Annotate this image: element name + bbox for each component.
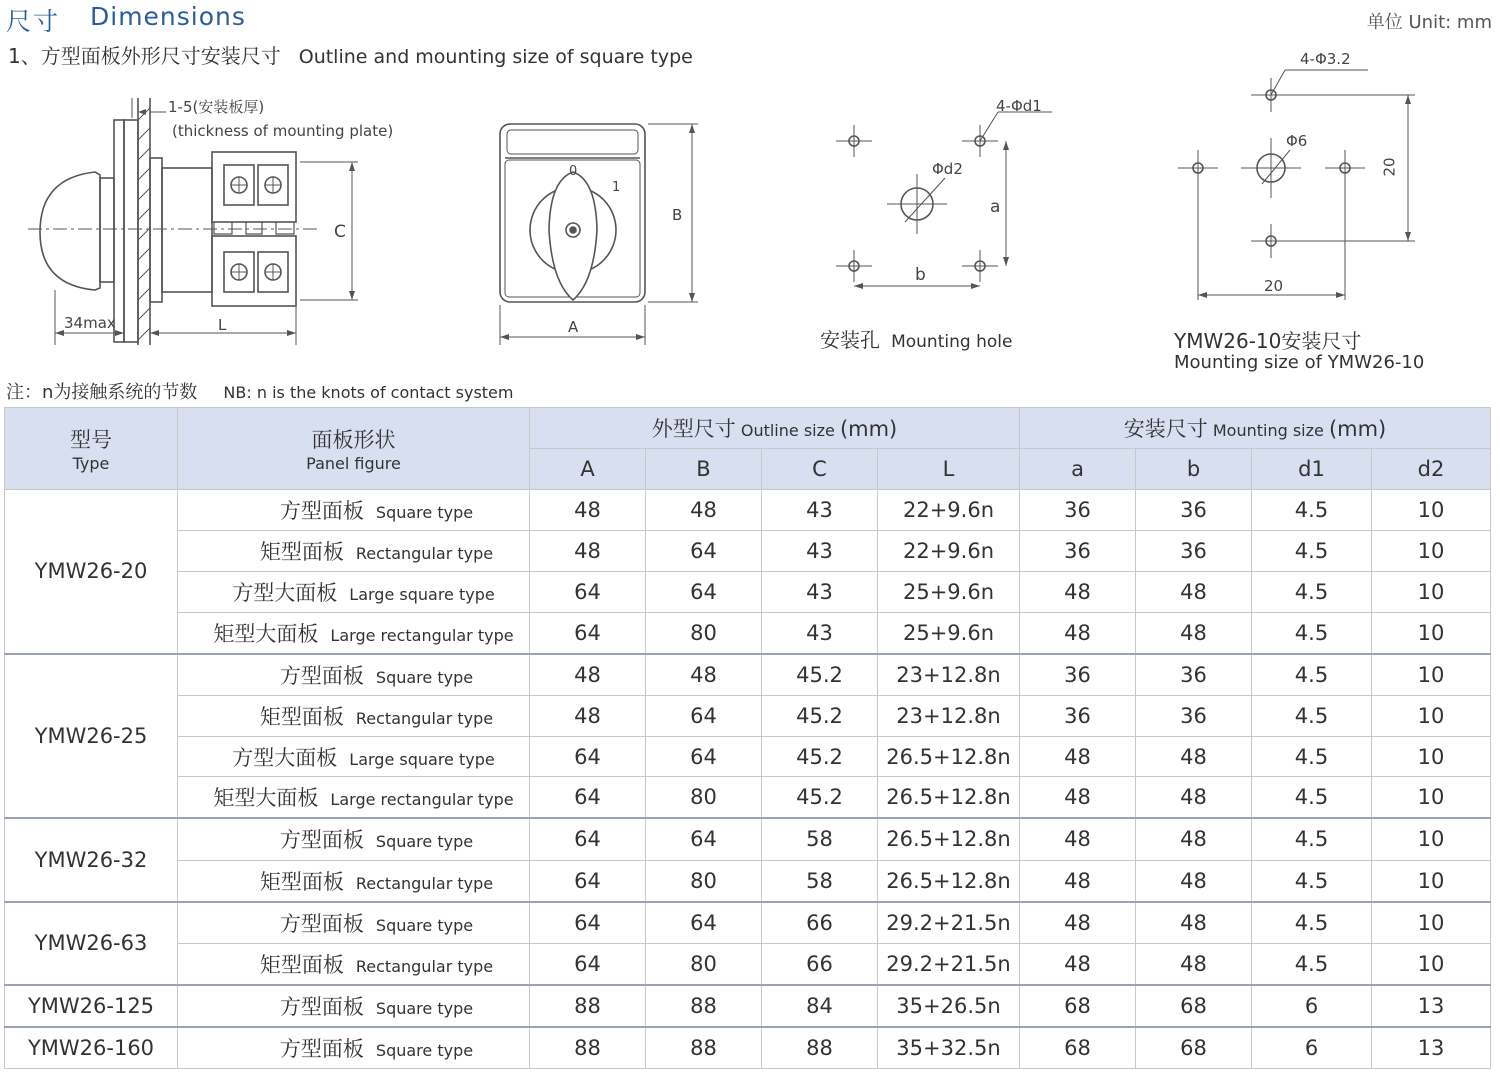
panel-name-en: Square type bbox=[375, 667, 474, 687]
value-cell: 10 bbox=[1372, 695, 1491, 736]
value-cell: 48 bbox=[1020, 736, 1136, 777]
col-header: d1 bbox=[1252, 449, 1372, 490]
panel-name-en: Large square type bbox=[349, 749, 495, 769]
dimension-l-label: L bbox=[218, 316, 227, 334]
panel-name-en: Square type bbox=[375, 832, 474, 852]
value-cell: 48 bbox=[1020, 571, 1136, 612]
value-cell: 66 bbox=[762, 943, 878, 985]
value-cell: 88 bbox=[646, 1027, 762, 1069]
value-cell: 26.5+12.8n bbox=[878, 818, 1020, 860]
value-cell: 36 bbox=[1020, 530, 1136, 571]
value-cell: 64 bbox=[530, 902, 646, 944]
value-cell: 48 bbox=[1020, 860, 1136, 902]
mounting-hole-caption-cn: 安装孔 bbox=[820, 328, 880, 352]
ymw10-horizontal-dim: 20 bbox=[1264, 277, 1284, 295]
value-cell: 36 bbox=[1136, 490, 1252, 531]
value-cell: 22+9.6n bbox=[878, 530, 1020, 571]
type-cell: YMW26-125 bbox=[5, 985, 178, 1027]
type-cell: YMW26-32 bbox=[5, 818, 178, 901]
panel-cell bbox=[178, 943, 530, 985]
panel-cell bbox=[178, 571, 530, 612]
value-cell: 25+9.6n bbox=[878, 571, 1020, 612]
value-cell: 10 bbox=[1372, 943, 1491, 985]
table-row bbox=[5, 777, 1491, 819]
value-cell: 58 bbox=[762, 818, 878, 860]
value-cell: 64 bbox=[530, 736, 646, 777]
value-cell: 64 bbox=[530, 571, 646, 612]
table-row bbox=[5, 818, 1491, 860]
panel-name-en: Rectangular type bbox=[355, 708, 494, 728]
panel-name-cn: 矩型大面板 bbox=[213, 621, 319, 646]
mounting-hole-caption-en: Mounting hole bbox=[891, 332, 1013, 352]
value-cell: 64 bbox=[530, 777, 646, 819]
mounting-hole-caption bbox=[820, 324, 1012, 353]
ymw10-center-label: Φ6 bbox=[1286, 132, 1308, 150]
dimension-a-label: A bbox=[568, 318, 579, 336]
panel-name-cn: 矩型大面板 bbox=[213, 786, 319, 811]
panel-cell bbox=[178, 902, 530, 944]
value-cell: 48 bbox=[1136, 612, 1252, 654]
col-header: b bbox=[1136, 449, 1252, 490]
panel-cell bbox=[178, 530, 530, 571]
ymw10-holes-label: 4-Φ3.2 bbox=[1300, 50, 1351, 68]
value-cell: 13 bbox=[1372, 1027, 1491, 1069]
value-cell: 58 bbox=[762, 860, 878, 902]
panel-cell bbox=[178, 612, 530, 654]
value-cell: 48 bbox=[1020, 777, 1136, 819]
front-view-drawing bbox=[500, 124, 698, 345]
subsection-title-cn: 1、方型面板外形尺寸安装尺寸 bbox=[8, 44, 281, 68]
table-row bbox=[5, 985, 1491, 1027]
value-cell: 13 bbox=[1372, 985, 1491, 1027]
value-cell: 48 bbox=[1136, 818, 1252, 860]
dimension-34max-label: 34max bbox=[64, 314, 116, 332]
header-outline-unit: (mm) bbox=[839, 417, 898, 441]
value-cell: 48 bbox=[530, 530, 646, 571]
header-type bbox=[5, 408, 178, 490]
value-cell: 48 bbox=[1020, 943, 1136, 985]
section-title-cn: 尺寸 bbox=[6, 7, 61, 36]
plate-thickness-label-en: (thickness of mounting plate) bbox=[172, 122, 394, 140]
value-cell: 48 bbox=[1136, 860, 1252, 902]
note-en: NB: n is the knots of contact system bbox=[223, 383, 514, 402]
panel-name-cn: 矩型面板 bbox=[259, 539, 344, 564]
value-cell: 26.5+12.8n bbox=[878, 860, 1020, 902]
col-header: C bbox=[762, 449, 878, 490]
panel-name-cn: 矩型面板 bbox=[259, 704, 344, 729]
note-cn: 注：n为接触系统的节数 bbox=[6, 382, 198, 403]
table-row bbox=[5, 571, 1491, 612]
value-cell: 48 bbox=[1136, 943, 1252, 985]
hole-a-label: a bbox=[990, 197, 1001, 217]
value-cell: 4.5 bbox=[1252, 902, 1372, 944]
panel-name-en: Rectangular type bbox=[355, 873, 494, 893]
value-cell: 4.5 bbox=[1252, 818, 1372, 860]
value-cell: 26.5+12.8n bbox=[878, 736, 1020, 777]
header-mounting-en: Mounting size bbox=[1212, 421, 1324, 440]
value-cell: 48 bbox=[1136, 571, 1252, 612]
value-cell: 22+9.6n bbox=[878, 490, 1020, 531]
table-row bbox=[5, 860, 1491, 902]
table-row bbox=[5, 654, 1491, 696]
panel-name-cn: 方型面板 bbox=[279, 911, 364, 936]
center-hole-d2-label: Φd2 bbox=[932, 160, 963, 178]
panel-name-en: Rectangular type bbox=[355, 543, 494, 563]
value-cell: 10 bbox=[1372, 818, 1491, 860]
value-cell: 35+26.5n bbox=[878, 985, 1020, 1027]
panel-name-en: Large square type bbox=[349, 584, 495, 604]
type-cell: YMW26-160 bbox=[5, 1027, 178, 1069]
panel-name-cn: 方型大面板 bbox=[232, 580, 338, 605]
note bbox=[6, 378, 513, 404]
panel-cell bbox=[178, 860, 530, 902]
panel-name-cn: 方型面板 bbox=[279, 1036, 364, 1061]
value-cell: 68 bbox=[1020, 985, 1136, 1027]
panel-name-cn: 矩型面板 bbox=[259, 869, 344, 894]
value-cell: 64 bbox=[646, 902, 762, 944]
value-cell: 64 bbox=[646, 571, 762, 612]
value-cell: 36 bbox=[1136, 530, 1252, 571]
header-type-en: Type bbox=[72, 454, 110, 473]
value-cell: 4.5 bbox=[1252, 612, 1372, 654]
header-outline-en: Outline size bbox=[740, 421, 835, 440]
header-type-cn: 型号 bbox=[70, 428, 112, 452]
panel-name-en: Square type bbox=[375, 998, 474, 1018]
table-row bbox=[5, 1027, 1491, 1069]
value-cell: 48 bbox=[646, 654, 762, 696]
header-mounting-cn: 安装尺寸 bbox=[1123, 417, 1208, 441]
value-cell: 43 bbox=[762, 571, 878, 612]
header-mounting-unit: (mm) bbox=[1328, 417, 1387, 441]
panel-cell bbox=[178, 695, 530, 736]
value-cell: 88 bbox=[530, 985, 646, 1027]
switch-position-1: 1 bbox=[612, 180, 621, 195]
panel-name-cn: 方型大面板 bbox=[232, 745, 338, 770]
value-cell: 64 bbox=[530, 943, 646, 985]
value-cell: 4.5 bbox=[1252, 490, 1372, 531]
value-cell: 43 bbox=[762, 490, 878, 531]
value-cell: 36 bbox=[1136, 654, 1252, 696]
type-cell: YMW26-20 bbox=[5, 490, 178, 654]
table-row bbox=[5, 695, 1491, 736]
panel-cell bbox=[178, 777, 530, 819]
dimension-b-label: B bbox=[672, 206, 683, 224]
panel-cell bbox=[178, 490, 530, 531]
value-cell: 23+12.8n bbox=[878, 695, 1020, 736]
value-cell: 4.5 bbox=[1252, 736, 1372, 777]
value-cell: 10 bbox=[1372, 860, 1491, 902]
table-row bbox=[5, 902, 1491, 944]
value-cell: 43 bbox=[762, 612, 878, 654]
value-cell: 48 bbox=[530, 490, 646, 531]
value-cell: 45.2 bbox=[762, 777, 878, 819]
panel-cell bbox=[178, 736, 530, 777]
dimensions-table bbox=[4, 407, 1491, 1069]
value-cell: 64 bbox=[530, 612, 646, 654]
panel-name-cn: 方型面板 bbox=[279, 663, 364, 688]
header-outline bbox=[530, 408, 1020, 449]
header-panel bbox=[178, 408, 530, 490]
value-cell: 68 bbox=[1136, 1027, 1252, 1069]
table-row bbox=[5, 490, 1491, 531]
col-header: B bbox=[646, 449, 762, 490]
ymw26-10-mounting-drawing bbox=[1178, 70, 1415, 300]
value-cell: 4.5 bbox=[1252, 654, 1372, 696]
value-cell: 29.2+21.5n bbox=[878, 943, 1020, 985]
panel-name-cn: 方型面板 bbox=[279, 994, 364, 1019]
panel-name-en: Large rectangular type bbox=[330, 625, 514, 645]
value-cell: 64 bbox=[646, 695, 762, 736]
value-cell: 48 bbox=[1020, 818, 1136, 860]
value-cell: 64 bbox=[530, 818, 646, 860]
value-cell: 64 bbox=[646, 530, 762, 571]
panel-cell bbox=[178, 818, 530, 860]
value-cell: 36 bbox=[1020, 695, 1136, 736]
value-cell: 48 bbox=[1020, 902, 1136, 944]
table-row bbox=[5, 530, 1491, 571]
value-cell: 10 bbox=[1372, 902, 1491, 944]
panel-name-cn: 方型面板 bbox=[279, 828, 364, 853]
value-cell: 64 bbox=[646, 818, 762, 860]
value-cell: 48 bbox=[646, 490, 762, 531]
value-cell: 45.2 bbox=[762, 736, 878, 777]
value-cell: 88 bbox=[646, 985, 762, 1027]
panel-name-cn: 矩型面板 bbox=[259, 952, 344, 977]
switch-position-0: 0 bbox=[569, 164, 578, 179]
value-cell: 48 bbox=[1136, 736, 1252, 777]
subsection-title-en: Outline and mounting size of square type bbox=[298, 46, 693, 68]
value-cell: 10 bbox=[1372, 777, 1491, 819]
ymw10-caption-en: Mounting size of YMW26-10 bbox=[1174, 352, 1425, 373]
header-panel-cn: 面板形状 bbox=[311, 428, 396, 452]
header-outline-cn: 外型尺寸 bbox=[651, 417, 736, 441]
value-cell: 6 bbox=[1252, 985, 1372, 1027]
value-cell: 48 bbox=[1136, 777, 1252, 819]
panel-name-en: Square type bbox=[375, 502, 474, 522]
panel-name-cn: 方型面板 bbox=[279, 498, 364, 523]
col-header: L bbox=[878, 449, 1020, 490]
value-cell: 88 bbox=[762, 1027, 878, 1069]
panel-name-en: Square type bbox=[375, 1040, 474, 1060]
value-cell: 10 bbox=[1372, 612, 1491, 654]
value-cell: 48 bbox=[1020, 612, 1136, 654]
col-header: d2 bbox=[1372, 449, 1491, 490]
panel-cell bbox=[178, 654, 530, 696]
table-body bbox=[5, 490, 1491, 1069]
value-cell: 10 bbox=[1372, 490, 1491, 531]
value-cell: 6 bbox=[1252, 1027, 1372, 1069]
value-cell: 4.5 bbox=[1252, 571, 1372, 612]
section-title-en: Dimensions bbox=[90, 2, 246, 31]
panel-cell bbox=[178, 1027, 530, 1069]
panel-name-en: Square type bbox=[375, 915, 474, 935]
value-cell: 64 bbox=[530, 860, 646, 902]
panel-cell bbox=[178, 985, 530, 1027]
value-cell: 4.5 bbox=[1252, 695, 1372, 736]
value-cell: 48 bbox=[1136, 902, 1252, 944]
value-cell: 35+32.5n bbox=[878, 1027, 1020, 1069]
value-cell: 10 bbox=[1372, 736, 1491, 777]
value-cell: 45.2 bbox=[762, 654, 878, 696]
value-cell: 84 bbox=[762, 985, 878, 1027]
col-header: A bbox=[530, 449, 646, 490]
value-cell: 68 bbox=[1136, 985, 1252, 1027]
value-cell: 45.2 bbox=[762, 695, 878, 736]
type-cell: YMW26-25 bbox=[5, 654, 178, 819]
value-cell: 43 bbox=[762, 530, 878, 571]
value-cell: 10 bbox=[1372, 530, 1491, 571]
value-cell: 10 bbox=[1372, 571, 1491, 612]
value-cell: 88 bbox=[530, 1027, 646, 1069]
ymw10-vertical-dim: 20 bbox=[1380, 157, 1399, 177]
value-cell: 4.5 bbox=[1252, 860, 1372, 902]
plate-thickness-label: 1-5(安装板厚) bbox=[168, 98, 265, 116]
value-cell: 10 bbox=[1372, 654, 1491, 696]
value-cell: 36 bbox=[1136, 695, 1252, 736]
header-mounting bbox=[1020, 408, 1491, 449]
dimension-c-label: C bbox=[334, 222, 346, 242]
value-cell: 48 bbox=[530, 695, 646, 736]
value-cell: 4.5 bbox=[1252, 777, 1372, 819]
value-cell: 23+12.8n bbox=[878, 654, 1020, 696]
value-cell: 80 bbox=[646, 860, 762, 902]
mounting-hole-drawing bbox=[836, 112, 1052, 289]
value-cell: 80 bbox=[646, 612, 762, 654]
table-row bbox=[5, 943, 1491, 985]
table-row bbox=[5, 736, 1491, 777]
unit-label: 单位 Unit: mm bbox=[1366, 12, 1492, 33]
value-cell: 80 bbox=[646, 943, 762, 985]
holes-d1-label: 4-Φd1 bbox=[996, 97, 1042, 115]
value-cell: 29.2+21.5n bbox=[878, 902, 1020, 944]
value-cell: 36 bbox=[1020, 654, 1136, 696]
hole-b-label: b bbox=[915, 265, 926, 285]
value-cell: 26.5+12.8n bbox=[878, 777, 1020, 819]
ymw10-caption-cn: YMW26-10安装尺寸 bbox=[1174, 329, 1362, 353]
value-cell: 66 bbox=[762, 902, 878, 944]
value-cell: 4.5 bbox=[1252, 943, 1372, 985]
panel-name-en: Large rectangular type bbox=[330, 790, 514, 810]
header-panel-en: Panel figure bbox=[306, 454, 401, 473]
panel-name-en: Rectangular type bbox=[355, 956, 494, 976]
value-cell: 64 bbox=[646, 736, 762, 777]
value-cell: 48 bbox=[530, 654, 646, 696]
value-cell: 36 bbox=[1020, 490, 1136, 531]
value-cell: 68 bbox=[1020, 1027, 1136, 1069]
value-cell: 80 bbox=[646, 777, 762, 819]
value-cell: 25+9.6n bbox=[878, 612, 1020, 654]
col-header: a bbox=[1020, 449, 1136, 490]
value-cell: 4.5 bbox=[1252, 530, 1372, 571]
table-row bbox=[5, 612, 1491, 654]
type-cell: YMW26-63 bbox=[5, 902, 178, 985]
